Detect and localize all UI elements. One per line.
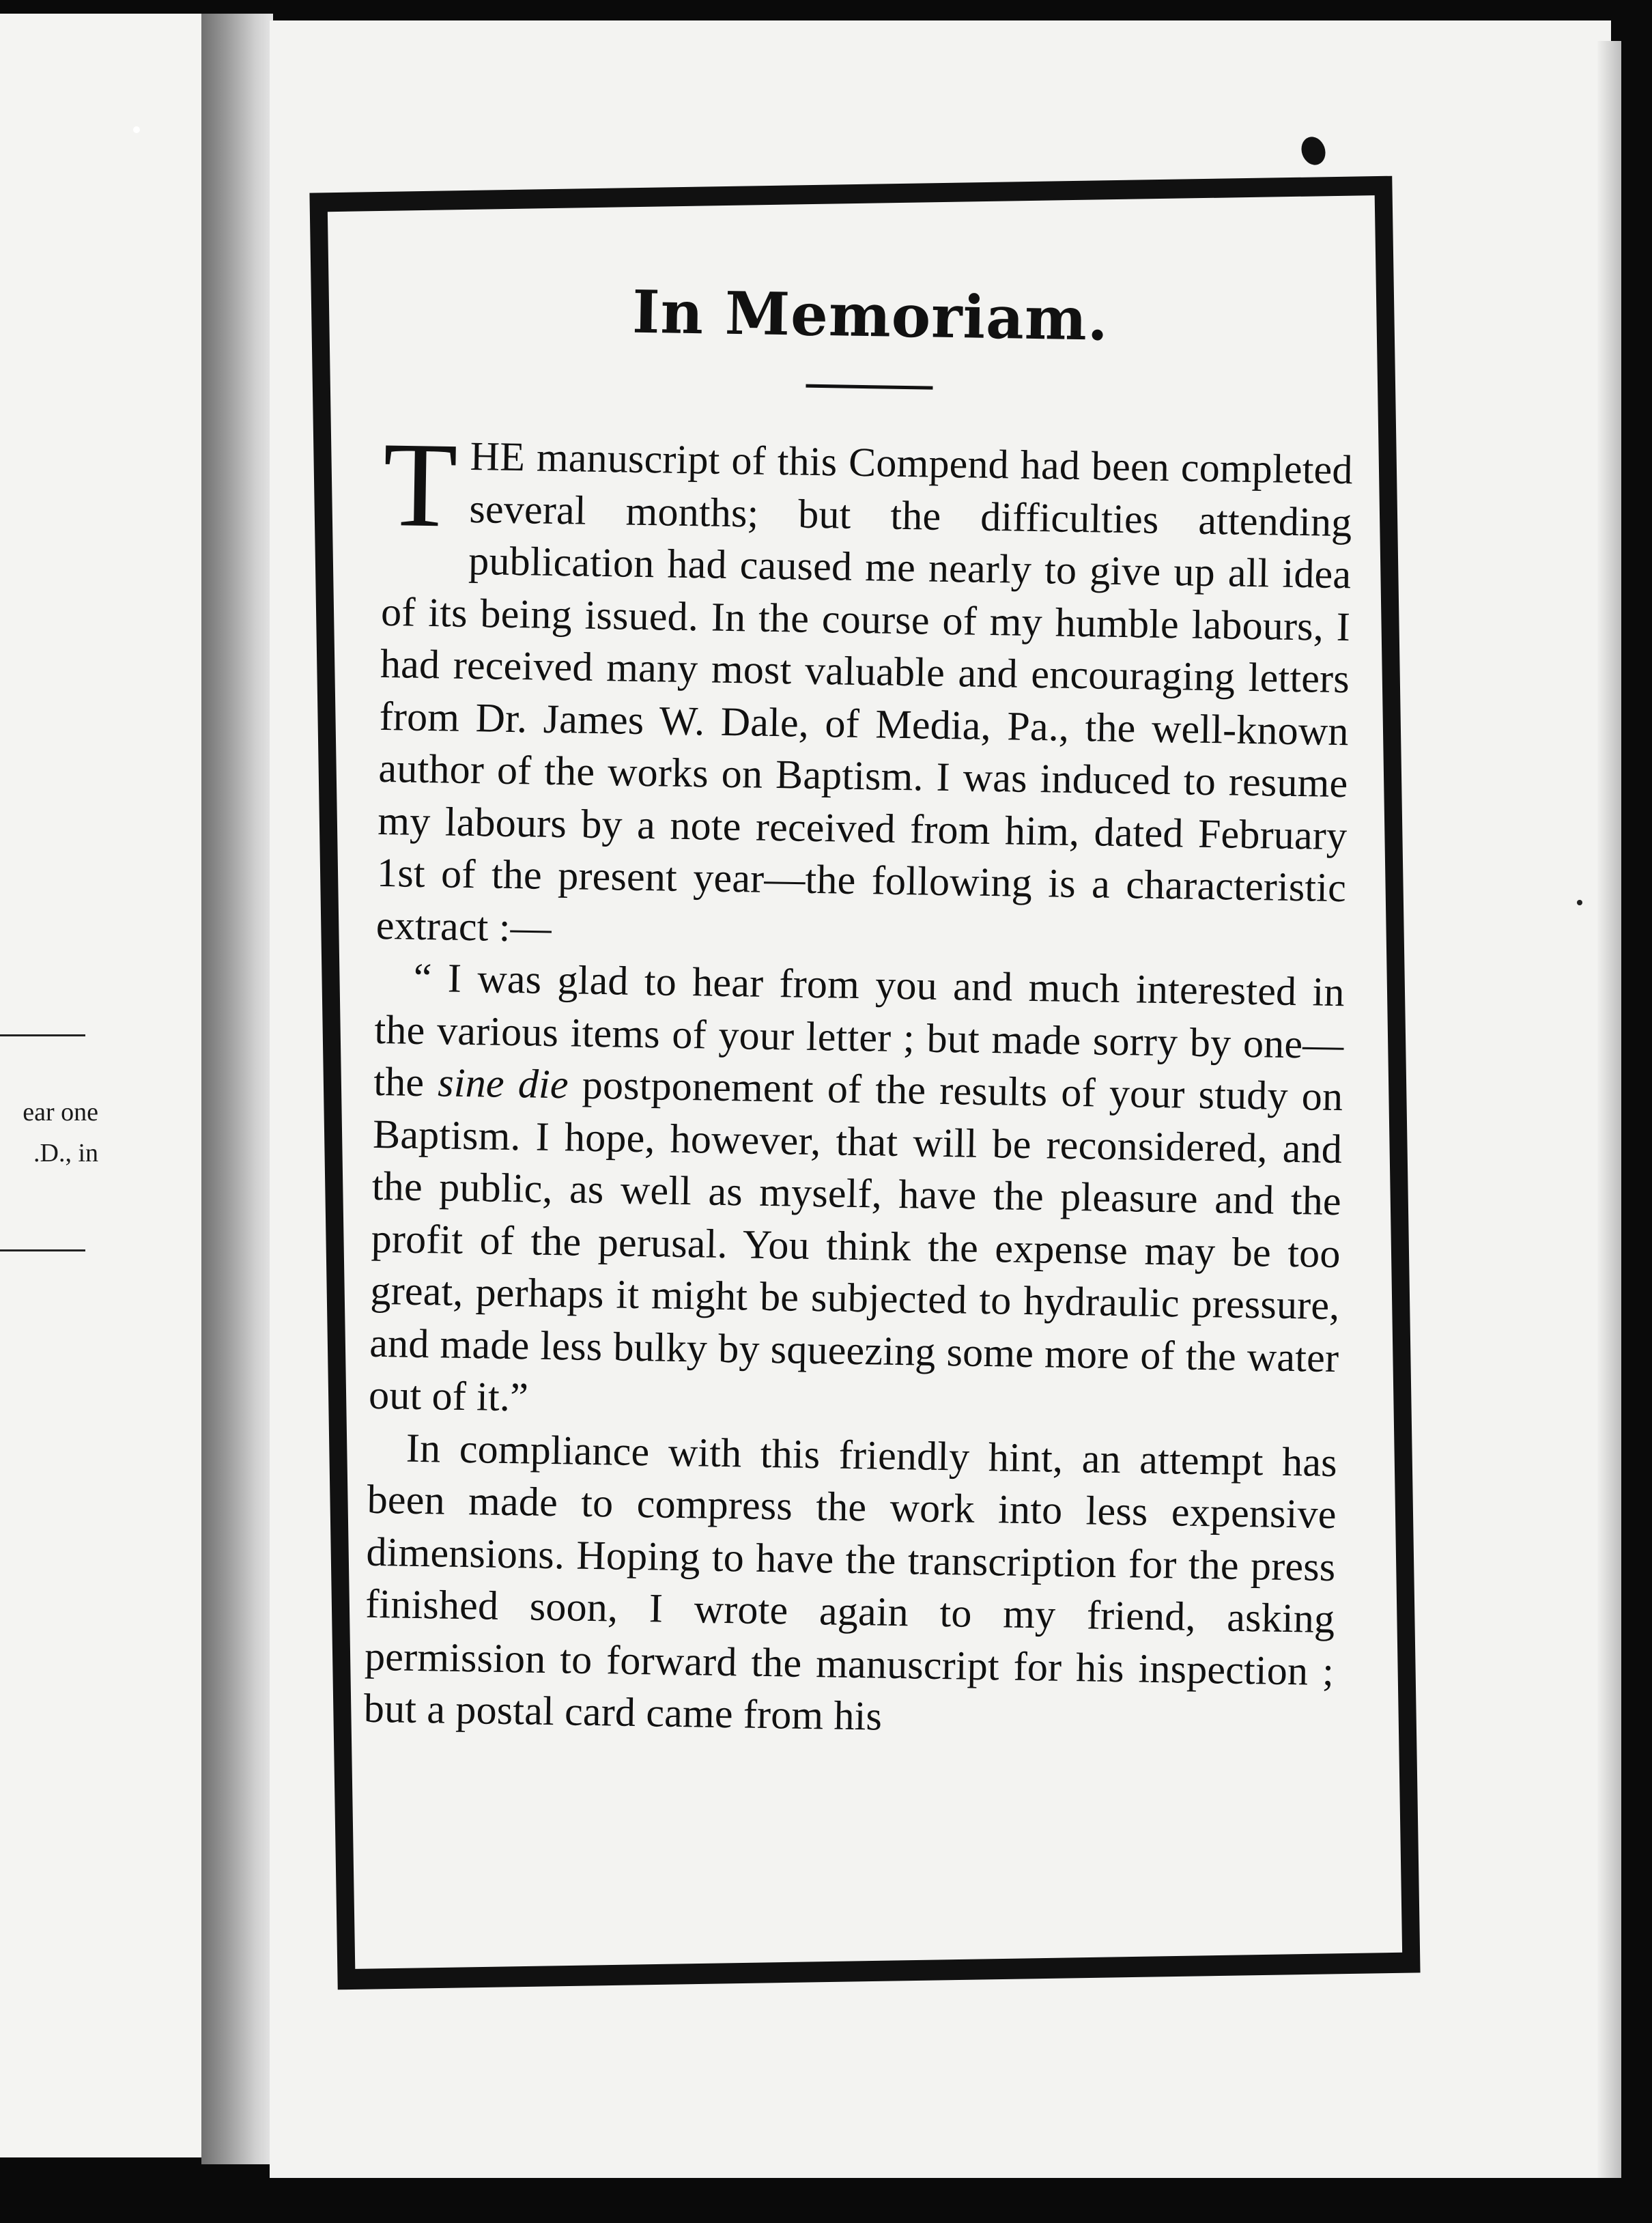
previous-page bbox=[0, 14, 205, 2157]
scan-background bbox=[0, 2185, 1652, 2223]
paragraph-1-text: HE manuscript of this Compend had been completed several months; but the difficulties attending publication had caused me nearly to give up all idea of its being issued. In the course of my humble labours, I had received many most valuable and encouraging letters from Dr. James W. Dale, of Media, Pa., the well-known author of the works on Baptism. I was induced to resume my labours by a note received from him, dated February 1st of the present year—the following is a characteristic extract :— bbox=[375, 434, 1354, 950]
page-title: In Memoriam. bbox=[631, 277, 1109, 354]
left-page-fragment-1: ear one bbox=[23, 1098, 98, 1127]
quote-text-end: postponement of the results of your study on Baptism. I hope, however, that will be reconsidered, and the public, as well as myself, have the pleasure and the profit of the perusal. You think the expense may be too great, perhaps it might be subjected to hydraulic pressure, and made less bulky by squeezing some more of the water out of it.” bbox=[368, 1062, 1343, 1420]
title-rule bbox=[806, 384, 932, 390]
left-page-rule-top bbox=[0, 1034, 85, 1036]
speck bbox=[133, 126, 140, 133]
paragraph-3: In compliance with this friendly hint, an attempt has been made to compress the work into less expensive dimensions. Hoping to have the transcription for the press finished soon, I wrote again to my friend, asking permission to forward the manuscript for his inspection ; but a postal card came from his bbox=[363, 1425, 1338, 1739]
left-page-rule-bottom bbox=[0, 1249, 85, 1251]
drop-cap: T bbox=[382, 416, 459, 553]
memoriam-text-block bbox=[363, 273, 1355, 1750]
book-gutter bbox=[201, 14, 273, 2164]
quote-text-start: “ I was glad to hear from you and much interested in the various items of your letter ; but made sorry by one—the bbox=[373, 954, 1345, 1105]
left-page-fragment-2: .D., in bbox=[33, 1139, 98, 1167]
speck bbox=[1577, 900, 1582, 905]
quote-italic-phrase: sine die bbox=[437, 1060, 569, 1107]
quotation-paragraph bbox=[369, 951, 1345, 1436]
page-edge bbox=[1597, 41, 1621, 2178]
paragraph-1 bbox=[375, 416, 1354, 966]
